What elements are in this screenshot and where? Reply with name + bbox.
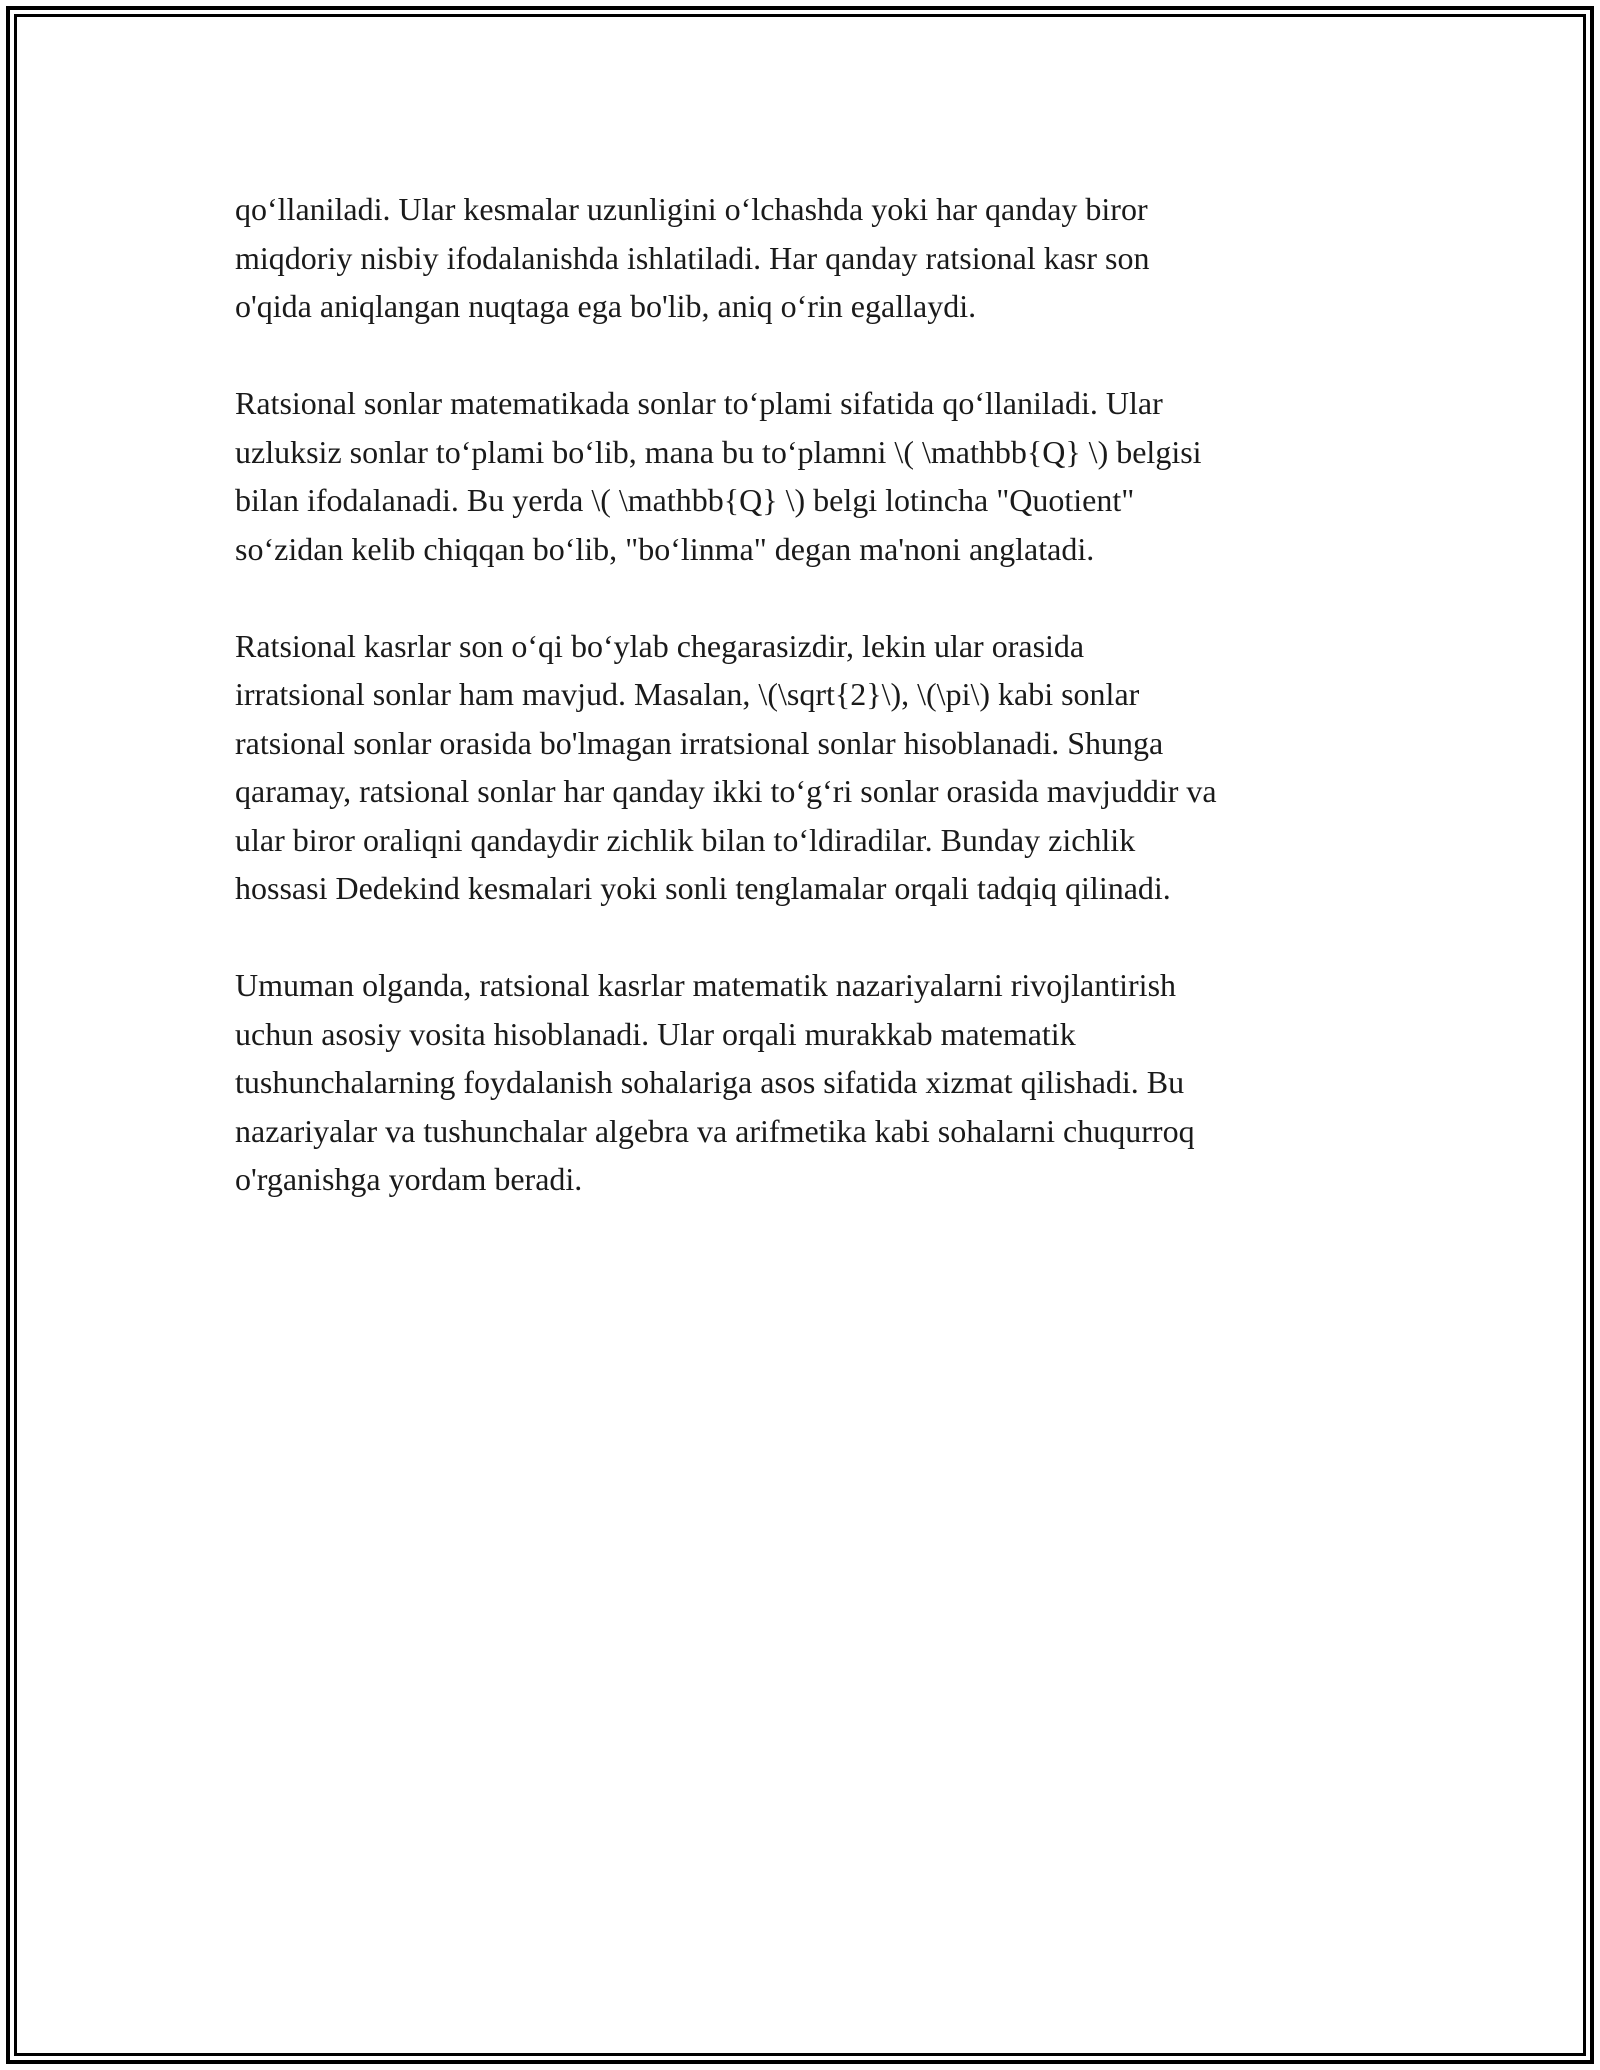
document-body bbox=[235, 185, 1415, 1252]
text-line: Umuman olganda, ratsional kasrlar matematik nazariyalarni rivojlantirish bbox=[235, 967, 1177, 1003]
text-line: ular biror oraliqni qandaydir zichlik bilan to‘ldiradilar. Bunday zichlik bbox=[235, 821, 1136, 858]
text-line: o'rganishga yordam beradi. bbox=[235, 1161, 583, 1197]
text-line: o'qida aniqlangan nuqtaga ega bo'lib, aniq o‘rin egallaydi. bbox=[235, 288, 977, 324]
text-line: uchun asosiy vosita hisoblanadi. Ular orqali murakkab matematik bbox=[235, 1015, 1076, 1052]
text-line: so‘zidan kelib chiqqan bo‘lib, "bo‘linma" degan ma'noni anglatadi. bbox=[235, 530, 1095, 567]
paragraph-2 bbox=[235, 379, 1415, 573]
text-line: hossasi Dedekind kesmalari yoki sonli tenglamalar orqali tadqiq qilinadi. bbox=[235, 870, 1171, 906]
text-line: Ratsional sonlar matematikada sonlar to‘plami sifatida qo‘llaniladi. Ular bbox=[235, 385, 1163, 421]
text-line: miqdoriy nisbiy ifodalanishda ishlatiladi. Har qanday ratsional kasr son bbox=[235, 239, 1150, 276]
text-line: Ratsional kasrlar son o‘qi bo‘ylab chegarasizdir, lekin ular orasida bbox=[235, 627, 1085, 664]
text-line: qaramay, ratsional sonlar har qanday ikki to‘g‘ri sonlar orasida mavjuddir va bbox=[235, 773, 1217, 809]
paragraph-3 bbox=[235, 622, 1415, 913]
text-line: bilan ifodalanadi. Bu yerda \( \mathbb{Q} \) belgi lotincha "Quotient" bbox=[235, 482, 1135, 518]
text-line: ratsional sonlar orasida bo'lmagan irratsional sonlar hisoblanadi. Shunga bbox=[235, 724, 1164, 761]
text-line: tushunchalarning foydalanish sohalariga asos sifatida xizmat qilishadi. Bu bbox=[235, 1064, 1185, 1100]
text-line: nazariyalar va tushunchalar algebra va arifmetika kabi sohalarni chuqurroq bbox=[235, 1112, 1195, 1149]
text-line: irratsional sonlar ham mavjud. Masalan, \(\sqrt{2}\), \(\pi\) kabi sonlar bbox=[235, 676, 1140, 712]
text-line: uzluksiz sonlar to‘plami bo‘lib, mana bu to‘plamni \( \mathbb{Q} \) belgisi bbox=[235, 433, 1202, 470]
paragraph-1 bbox=[235, 185, 1415, 331]
text-line: qo‘llaniladi. Ular kesmalar uzunligini o‘lchashda yoki har qanday biror bbox=[235, 191, 1148, 227]
paragraph-4 bbox=[235, 961, 1415, 1204]
